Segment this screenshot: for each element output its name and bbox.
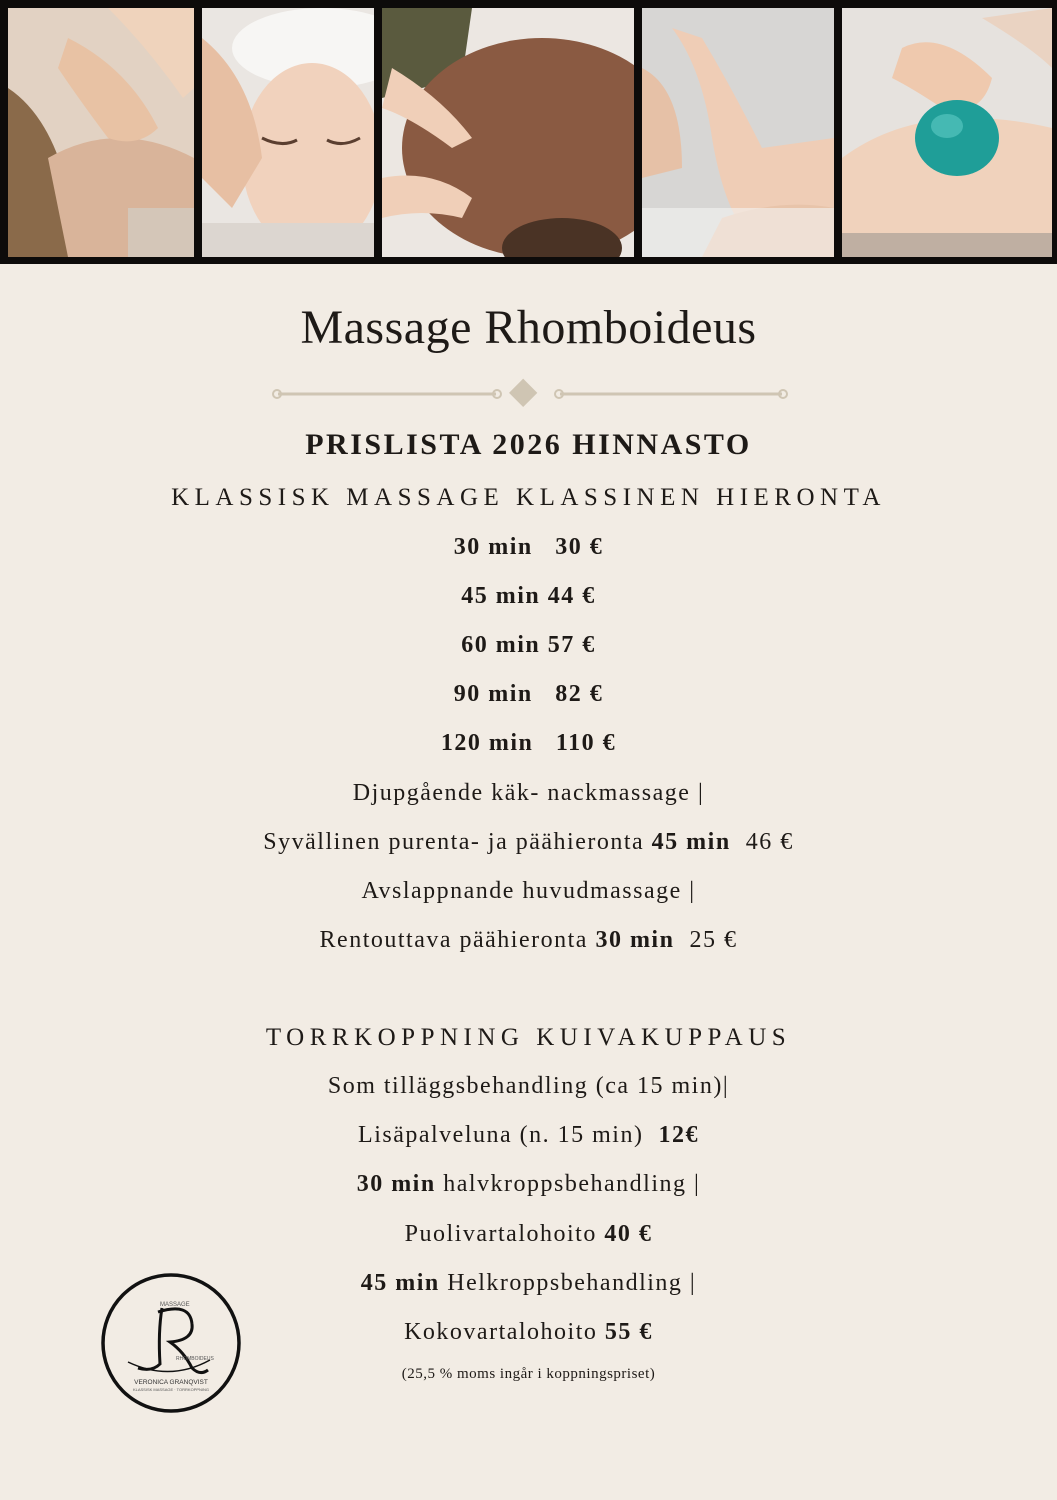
price-amount: 30 € [555, 534, 604, 560]
cupping-half-title [0, 1171, 1057, 1198]
price-duration: 90 min [453, 681, 533, 707]
price-list-heading: PRISLISTA 2026 HINNASTO [305, 428, 752, 461]
price-amount: 110 € [555, 730, 617, 756]
price-row [0, 730, 1057, 757]
price-row [0, 681, 1057, 708]
page-title: Massage Rhomboideus [300, 301, 757, 354]
logo-text-top: MASSAGE [160, 1302, 190, 1308]
price-amount: 82 € [555, 681, 604, 707]
price-duration: 30 min [453, 534, 533, 560]
cupping-photo [842, 8, 1052, 257]
head-massage-text: Rentouttava päähieronta [319, 927, 588, 953]
cupping-half-duration: 30 min [356, 1171, 436, 1197]
cupping-addon-title: Som tilläggsbehandling (ca 15 min)| [327, 1073, 730, 1099]
photo-strip [0, 0, 1057, 264]
price-row [0, 632, 1057, 659]
jaw-massage-duration: 45 min [651, 829, 731, 855]
jaw-massage-price: 46 € [745, 829, 794, 855]
cupping-half-price: 40 € [604, 1221, 653, 1247]
cupping-addon-text: Lisäpalveluna (n. 15 min) [358, 1122, 644, 1148]
face-massage-photo [202, 8, 374, 257]
back-massage-photo [382, 8, 634, 257]
rhomboideus-logo-icon [100, 1272, 242, 1414]
cupping-half-text: halvkroppsbehandling | [443, 1171, 701, 1197]
logo-text-name: VERONICA GRANQVIST [134, 1379, 208, 1386]
price-amount: 57 € [547, 632, 596, 658]
classic-massage-heading: KLASSISK MASSAGE KLASSINEN HIERONTA [171, 484, 886, 511]
cupping-full-text: Helkroppsbehandling | [447, 1270, 697, 1296]
cupping-half-row [0, 1221, 1057, 1248]
jaw-massage-row [0, 829, 1057, 856]
logo-text-sub: KLASSISK MASSAGE · TORRKOPPNING [132, 1387, 210, 1392]
cupping-half-name: Puolivartalohoito [404, 1221, 597, 1247]
foot-massage-photo [642, 8, 834, 257]
head-massage-row [0, 927, 1057, 954]
price-duration: 45 min [461, 583, 541, 609]
jaw-massage-title: Djupgående käk- nackmassage | [352, 780, 705, 806]
cupping-addon-price: 12€ [658, 1122, 699, 1148]
ornament-divider-icon [270, 372, 790, 416]
cupping-heading: TORRKOPPNING KUIVAKUPPAUS [265, 1024, 792, 1051]
head-massage-title: Avslappnande huvudmassage | [361, 878, 696, 904]
head-massage-price: 25 € [689, 927, 738, 953]
logo-text-side: RHOMBOIDEUS [176, 1356, 214, 1362]
cupping-addon-row [0, 1122, 1057, 1149]
cupping-full-duration: 45 min [360, 1270, 440, 1296]
vat-note: (25,5 % moms ingår i koppningspriset) [401, 1366, 656, 1382]
cupping-full-price: 55 € [604, 1319, 653, 1345]
price-row [0, 534, 1057, 561]
cupping-full-name: Kokovartalohoito [404, 1319, 598, 1345]
price-amount: 44 € [547, 583, 596, 609]
jaw-massage-text: Syvällinen purenta- ja päähieronta [263, 829, 645, 855]
price-duration: 120 min [440, 730, 534, 756]
price-duration: 60 min [461, 632, 541, 658]
head-massage-duration: 30 min [595, 927, 675, 953]
neck-massage-photo [8, 8, 194, 257]
price-row [0, 583, 1057, 610]
